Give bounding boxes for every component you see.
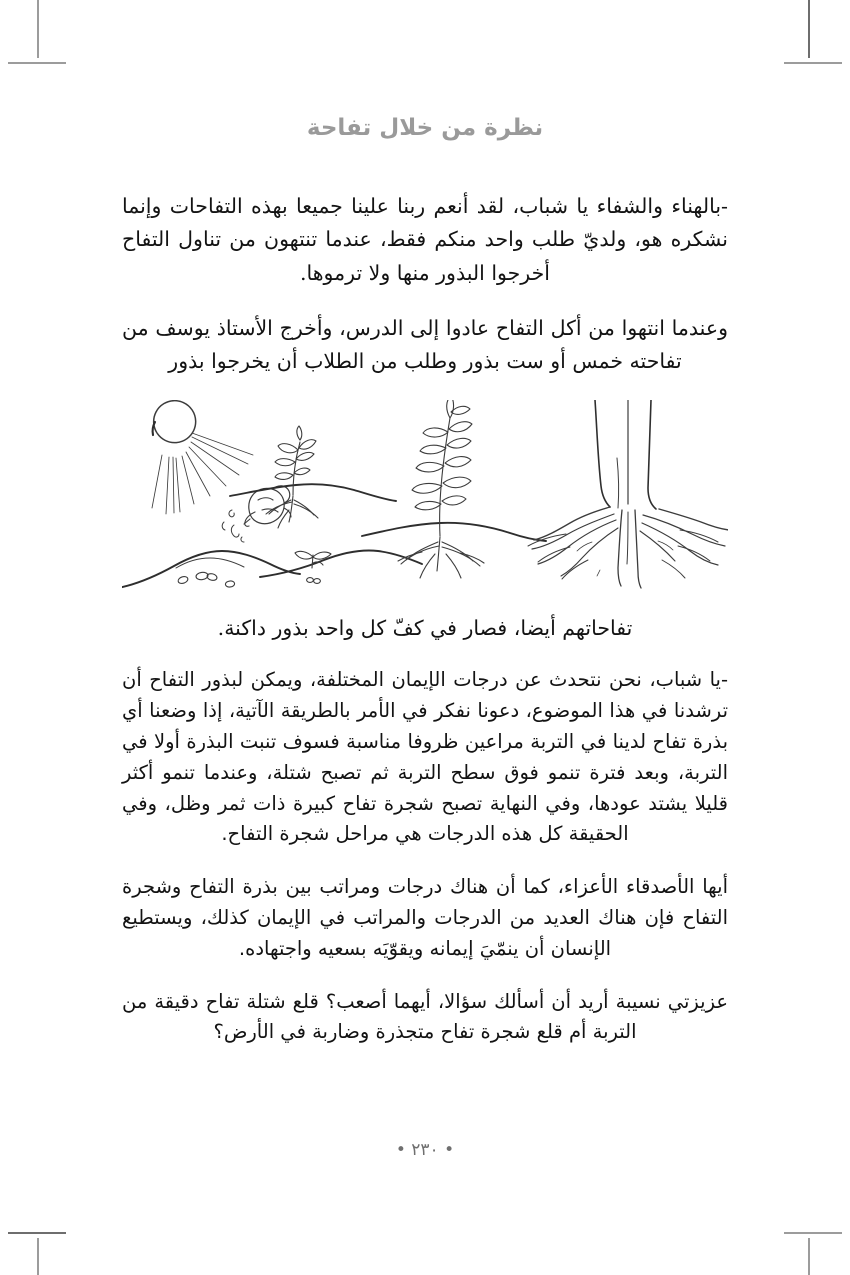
- paragraph-1: -بالهناء والشفاء يا شباب، لقد أنعم ربنا علينا جميعا بهذه التفاحات وإنما نشكره هو، ولديّ طلب واحد منكم فقط، عندما تنتهون من تناول التفاح أخرجوا البذور منها ولا ترموها.: [122, 194, 728, 285]
- water-drops-icon: [222, 510, 244, 542]
- apple-seeds-icon: [177, 572, 235, 588]
- page-content: [122, 112, 728, 1070]
- tiny-sprout-icon: [260, 551, 422, 584]
- paragraph-2: وعندما انتهوا من أكل التفاح عادوا إلى الدرس، وأخرج الأستاذ يوسف من تفاحته خمس أو ست بذور وطلب من الطلاب أن يخرجوا بذور: [122, 315, 728, 373]
- crop-mark-bottom-right-horizontal: [784, 1232, 842, 1234]
- mature-tree-icon: [528, 400, 728, 588]
- crop-mark-bottom-right-vertical: [808, 1238, 810, 1275]
- paragraph-5: عزيزتي نسيبة أريد أن أسألك سؤالا، أيهما أصعب؟ قلع شتلة تفاح دقيقة من التربة أم قلع شجرة تفاح متجذرة وضاربة في الأرض؟: [122, 989, 728, 1044]
- paragraph-2-continued: تفاحاتهم أيضا، فصار في كفّ كل واحد بذور داكنة.: [217, 616, 633, 641]
- plant-growth-stages-illustration: [122, 400, 728, 600]
- young-plant-icon: [362, 400, 546, 578]
- page-number-folio: • ٢٣٠ •: [395, 1140, 455, 1160]
- sun-icon: [153, 401, 196, 443]
- sun-rays-icon: [152, 433, 253, 514]
- crop-mark-top-left-vertical: [37, 0, 39, 58]
- crop-mark-bottom-left-horizontal: [8, 1232, 66, 1234]
- crop-mark-top-right-horizontal: [784, 62, 842, 64]
- crop-mark-top-right-vertical: [808, 0, 810, 58]
- soil-mound-left: [122, 551, 300, 588]
- paragraph-4: أيها الأصدقاء الأعزاء، كما أن هناك درجات ومراتب بين بذرة التفاح وشجرة التفاح فإن هناك العديد من الدرجات والمراتب في الإيمان كذلك، ويستطيع الإنسان أن ينمّيَ إيمانه ويقوّيَه بسعيه واجتهاده.: [122, 875, 728, 960]
- chapter-title: نظرة من خلال تفاحة: [306, 115, 544, 141]
- crop-mark-bottom-left-vertical: [37, 1238, 39, 1275]
- small-seedling-icon: [230, 426, 396, 528]
- paragraph-3: -يا شباب، نحن نتحدث عن درجات الإيمان المختلفة، ويمكن لبذور التفاح أن ترشدنا في هذا الموضوع، دعونا نفكر في الأمر بالطريقة الآتية، إذا وضعنا أي بذرة تفاح لدينا في التربة مراعين ظروفا مناسبة فسوف تنبت البذرة أولا في التربة، وبعد فترة تنمو فوق سطح التربة ثم تصبح شتلة، وعندما تنمو أكثر قليلا يشتد عودها، وفي النهاية تصبح شجرة تفاح كبيرة ذات ثمر وظل، وفي الحقيقة كل هذه الدرجات هي مراحل شجرة التفاح.: [122, 668, 728, 846]
- crop-mark-top-left-horizontal: [8, 62, 66, 64]
